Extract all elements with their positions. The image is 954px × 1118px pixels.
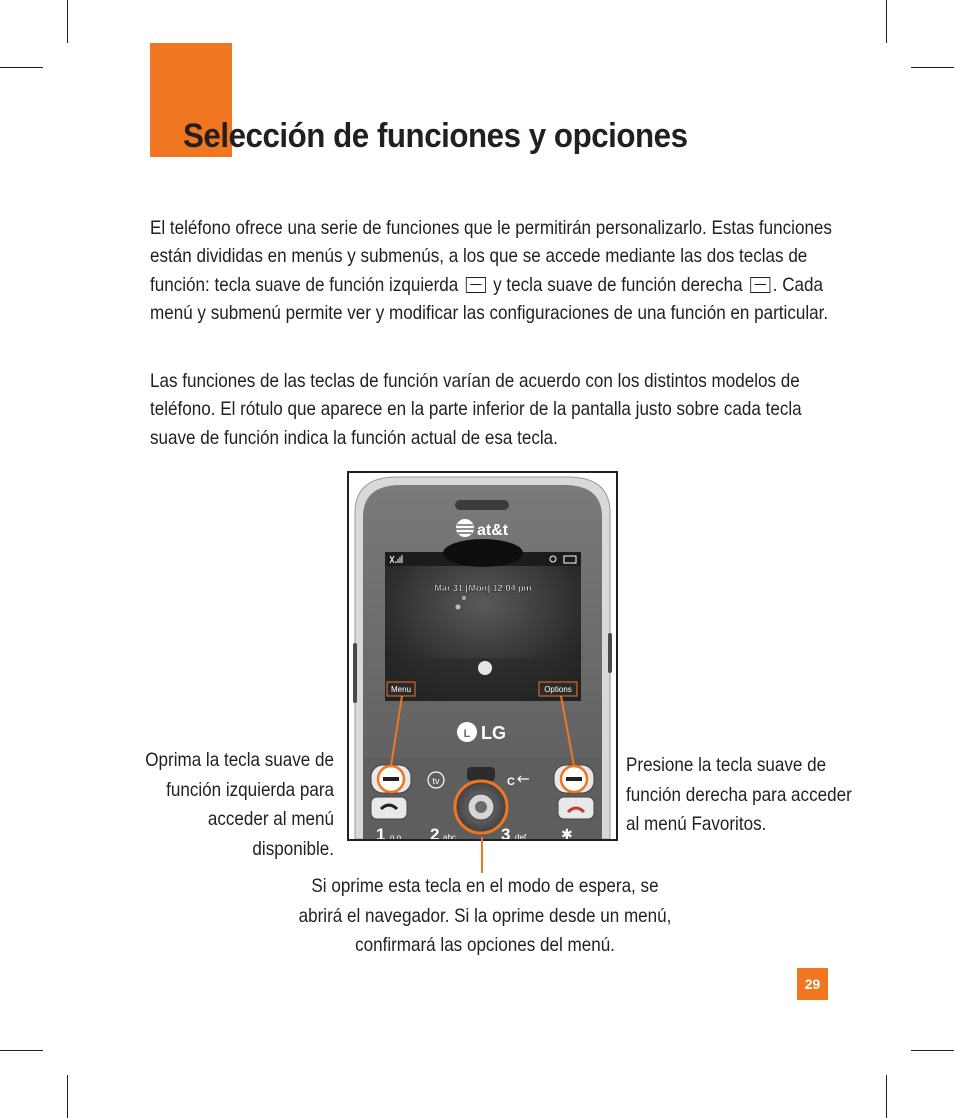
crop-mark xyxy=(886,1075,887,1118)
intro-text-part2: y tecla suave de función derecha xyxy=(493,273,743,296)
crop-mark xyxy=(0,67,43,68)
crop-mark xyxy=(67,0,68,43)
screen-datetime: Mar 31 [Mon] 12:04 pm xyxy=(434,583,532,593)
svg-text:✱: ✱ xyxy=(561,826,573,839)
crop-mark xyxy=(911,1050,954,1051)
crop-mark xyxy=(0,1050,43,1051)
svg-text:L: L xyxy=(463,728,471,740)
right-softkey-caption: Presione la tecla suave de función derecha para acceder al menú Favoritos. xyxy=(626,754,852,835)
key-3-letters: def xyxy=(515,833,527,839)
softkey-paragraph: Las funciones de las teclas de función varían de acuerdo con los distintos modelos de teléfono. El rótulo que aparece en la parte inferior de la pantalla justo sobre cada tecla suave de función indica la función actual de esa tecla. xyxy=(150,370,802,449)
crop-mark xyxy=(886,0,887,43)
screen-menu-label: Menu xyxy=(390,685,412,694)
key-1-letters: o.o xyxy=(390,833,402,839)
phone-illustration xyxy=(347,471,618,841)
left-softkey-icon xyxy=(466,277,486,293)
right-softkey-icon xyxy=(750,277,770,293)
key-2-letters: abc xyxy=(443,833,456,839)
key-2-digit: 2 xyxy=(430,825,440,839)
brand-logo: LG xyxy=(481,723,506,743)
key-3-digit: 3 xyxy=(501,825,511,839)
clear-key-label: C xyxy=(507,776,515,788)
left-softkey-caption: Oprima la tecla suave de función izquierda para acceder al menú disponible. xyxy=(145,749,334,860)
intro-text-part3: . Cada menú y submenú permite ver y modificar las configuraciones de una función en particular. xyxy=(150,273,829,325)
select-key-caption: Si oprime esta tecla en el modo de espera, se abrirá el navegador. Si la oprime desde un menú, confirmará las opciones del menú. xyxy=(298,875,672,956)
svg-text:tv: tv xyxy=(432,776,440,786)
page-number: 29 xyxy=(797,968,828,1000)
crop-mark xyxy=(67,1075,68,1118)
screen-options-label: Options xyxy=(544,685,572,694)
select-key-leader-line xyxy=(481,837,483,873)
phone-drawing xyxy=(349,473,616,839)
key-1-digit: 1 xyxy=(376,825,386,839)
crop-mark xyxy=(911,67,954,68)
page-title: Selección de funciones y opciones xyxy=(183,117,688,155)
carrier-logo: at&t xyxy=(477,522,509,539)
intro-paragraph xyxy=(150,214,841,328)
intro-text-part1: El teléfono ofrece una serie de funciones que le permitirán personalizarlo. Estas funciones están divididas en menús y submenús, a los que se accede mediante las dos teclas de función: tecla suave de función izquierda xyxy=(150,217,832,296)
